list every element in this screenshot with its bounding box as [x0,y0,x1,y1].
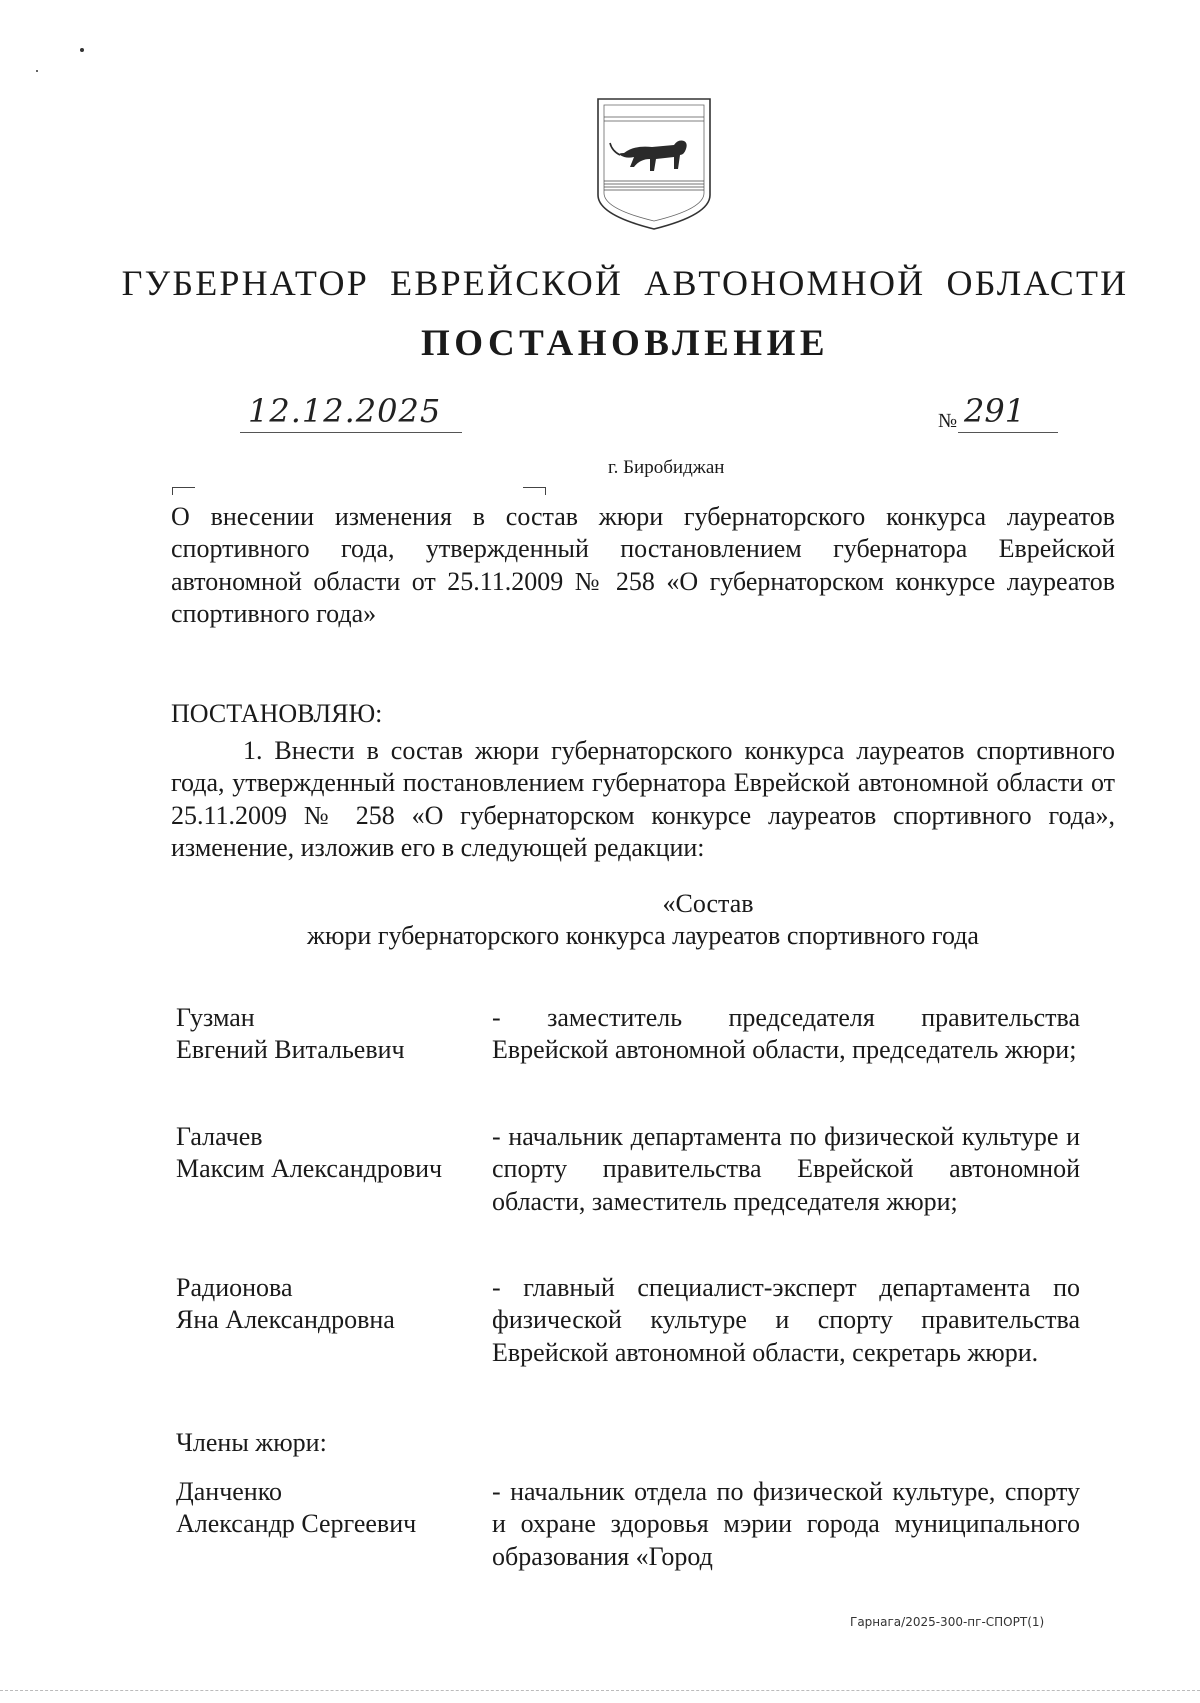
member-name [176,1121,476,1186]
member-role: - главный специалист-эксперт департамента по физической культуре и спорту правительства Еврейской автономной области, секретарь жюри. [492,1273,1080,1367]
issuer-title: ГУБЕРНАТОР ЕВРЕЙСКОЙ АВТОНОМНОЙ ОБЛАСТИ [121,263,1129,303]
date-underline [240,432,462,433]
number-label: № [938,410,958,432]
member-name [176,1272,476,1337]
member-surname: Гузман [176,1003,255,1032]
member-surname: Галачев [176,1122,263,1151]
scan-speck [80,48,84,52]
member-given-names: Александр Сергеевич [176,1509,417,1539]
jury-list-heading-line-1: «Состав [662,889,754,918]
scan-speck [36,70,38,72]
member-surname: Радионова [176,1273,293,1302]
decree-keyword: ПОСТАНОВЛЯЮ: [171,699,383,728]
clause-1: 1. Внести в состав жюри губернаторского конкурса лауреатов спортивного года, утвержденный постановлением губернатора Еврейской автономной области от 25.11.2009 № 258 «О губернаторском конкурсе лауреатов спортивного года», изменение, изложив его в следующей редакции: [171,736,1115,863]
scan-edge-line [0,1690,1200,1694]
member-given-names: Яна Александровна [176,1305,395,1335]
document-registration-code: Гарнага/2025-300-пг-СПОРТ(1) [850,1615,1045,1629]
jury-list-heading [171,888,1115,953]
coat-of-arms-emblem [594,95,714,235]
tiger-icon [610,141,687,172]
handwritten-document-number: 291 [964,392,1026,430]
number-underline [958,432,1058,433]
member-role: - заместитель председателя правительства Еврейской автономной области, председатель жюри; [492,1003,1080,1065]
member-given-names: Евгений Витальевич [176,1035,405,1065]
member-role: - начальник отдела по физической культуре, спорту и охране здоровья мэрии города муниципального образования «Город [492,1477,1080,1571]
member-name [176,1002,476,1067]
jury-members-heading: Члены жюри: [176,1428,327,1457]
subject-bracket-right [523,487,546,495]
member-surname: Данченко [176,1477,283,1506]
document-type-heading: ПОСТАНОВЛЕНИЕ [420,323,830,364]
member-name [176,1476,476,1541]
subject-bracket-left [172,487,195,495]
jury-list-heading-line-2: жюри губернаторского конкурса лауреатов спортивного года [307,921,979,951]
member-given-names: Максим Александрович [176,1154,443,1184]
document-subject: О внесении изменения в состав жюри губернаторского конкурса лауреатов спортивного года, утвержденный постановлением губернатора Еврейской автономной области от 25.11.2009 № 258 «О губернаторском конкурсе лауреатов спортивного года» [171,502,1115,629]
member-role: - начальник департамента по физической культуре и спорту правительства Еврейской автономной области, заместитель председателя жюри; [492,1122,1080,1216]
handwritten-date: 12.12.2025 [248,392,442,430]
place-of-issue: г. Биробиджан [608,457,725,478]
